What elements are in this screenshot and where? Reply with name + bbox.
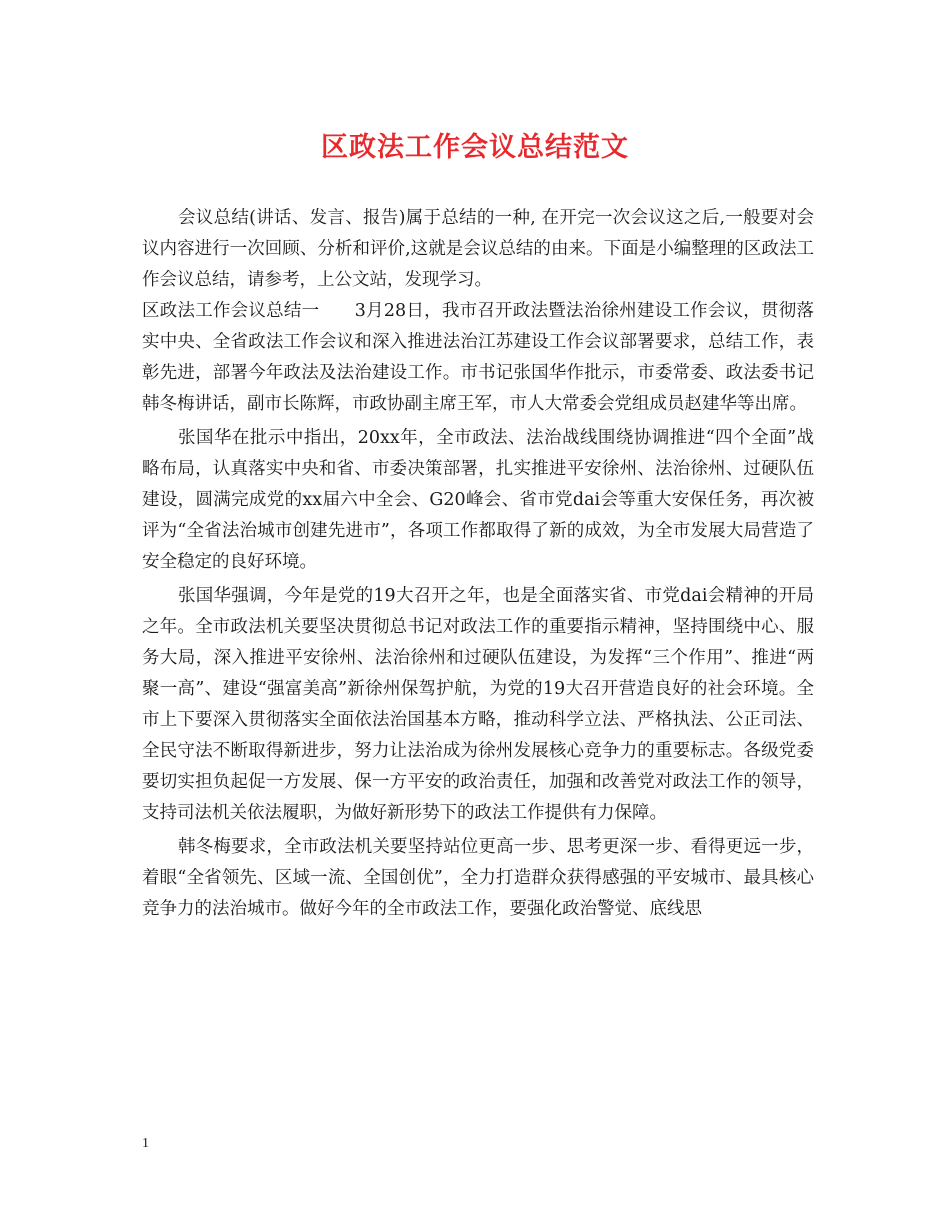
instruction-paragraph: 张国华在批示中指出，20xx年，全市政法、法治战线围绕协调推进“四个全面”战略布局，认真落实中央和省、市委决策部署，扎实推进平安徐州、法治徐州、过硬队伍建设，圆满完成党的xx届六中全会、G20峰会、省市党dai会等重大安保任务，再次被评为“全省法治城市创建先进市”，各项工作都取得了新的成效，为全市发展大局营造了安全稳定的良好环境。 xyxy=(142,428,814,572)
document-title: 区政法工作会议总结范文 xyxy=(321,132,629,163)
emphasis-paragraph: 张国华强调，今年是党的19大召开之年，也是全面落实省、市党dai会精神的开局之年。全市政法机关要坚决贯彻总书记对政法工作的重要指示精神，坚持围绕中心、服务大局，深入推进平安徐州、法治徐州和过硬队伍建设，为发挥“三个作用”、推进“两聚一高”、建设“强富美高”新徐州保驾护航，为党的19大召开营造良好的社会环境。全市上下要深入贯彻落实全面依法治国基本方略，推动科学立法、严格执法、公正司法、全民守法不断取得新进步，努力让法治成为徐州发展核心竞争力的重要标志。各级党委要切实担负起促一方发展、保一方平安的政治责任，加强和改善党对政法工作的领导，支持司法机关依法履职，为做好新形势下的政法工作提供有力保障。 xyxy=(142,586,814,823)
summary-one-paragraph: 区政法工作会议总结一 3月28日，我市召开政法暨法治徐州建设工作会议，贯彻落实中央、全省政法工作会议和深入推进法治江苏建设工作会议部署要求，总结工作，表彰先进，部署今年政法及法治建设工作。市书记张国华作批示，市委常委、政法委书记韩冬梅讲话，副市长陈辉，市政协副主席王军，市人大常委会党组成员赵建华等出席。 xyxy=(142,301,814,414)
intro-paragraph: 会议总结(讲话、发言、报告)属于总结的一种, 在开完一次会议这之后,一般要对会议内容进行一次回顾、分析和评价,这就是会议总结的由来。下面是小编整理的区政法工作会议总结，请参考，上公文站，发现学习。 xyxy=(142,208,814,290)
page-number: 1 xyxy=(142,1136,149,1151)
document-body xyxy=(142,203,814,925)
requirement-paragraph: 韩冬梅要求，全市政法机关要坚持站位更高一步、思考更深一步、看得更远一步，着眼“全省领先、区域一流、全国创优”，全力打造群众获得感强的平安城市、最具核心竞争力的法治城市。做好今年的全市政法工作，要强化政治警觉、底线思 xyxy=(142,837,814,919)
